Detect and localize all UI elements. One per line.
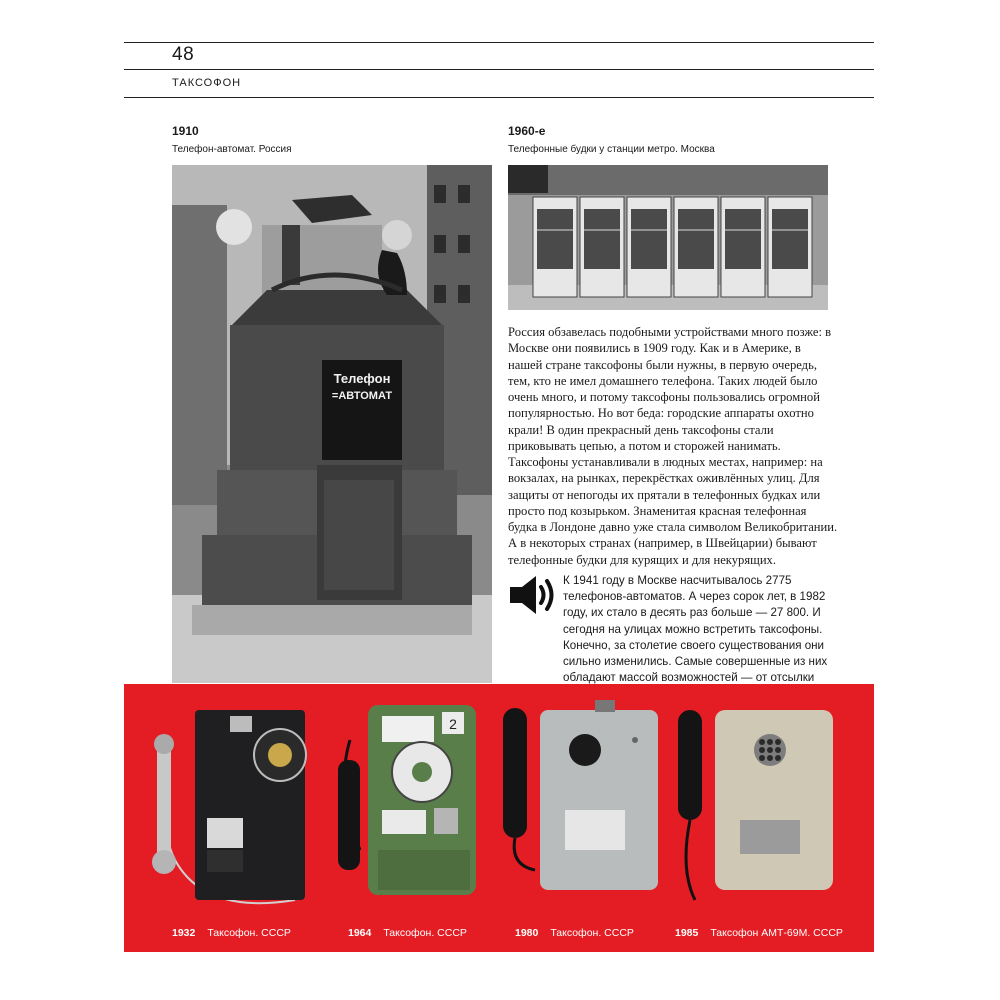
caption-1980-year: 1980 bbox=[515, 927, 539, 939]
header-rule bbox=[124, 69, 874, 70]
caption-1964-label: Таксофон. СССР bbox=[383, 927, 467, 939]
phone-1932-image bbox=[145, 700, 315, 915]
caption-1964 bbox=[348, 927, 467, 939]
page-number: 48 bbox=[172, 44, 195, 65]
photo-1910-phone-booth bbox=[172, 165, 492, 683]
caption-1964-year: 1964 bbox=[348, 927, 372, 939]
caption-1932-label: Таксофон. СССР bbox=[207, 927, 291, 939]
section-title: ТАКСОФОН bbox=[172, 77, 242, 89]
speaker-icon bbox=[508, 573, 558, 617]
caption-1980 bbox=[515, 927, 634, 939]
photo-sign-line1: Телефон bbox=[333, 371, 391, 386]
caption-1980-label: Таксофон. СССР bbox=[550, 927, 634, 939]
caption-1932 bbox=[172, 927, 291, 939]
year-1960s: 1960-е bbox=[508, 124, 546, 138]
paragraph-history: Россия обзавелась подобными устройствами много позже: в Москве они появились в 1909 году. Как и в Америке, в нашей стране таксофоны были нужны, в первую очередь, тем, кто не имел домашнего телефона. Таких людей было очень много, и потому таксофоны пользовались огромной популярностью. Но вот беда: городские аппараты охотно крали! В один прекрасный день таксофоны стали приковывать цепью, а потом и сторожей нанимать. bbox=[508, 325, 832, 454]
caption-1985-label: Таксофон АМТ-69М. СССР bbox=[710, 927, 843, 939]
caption-1960s: Телефонные будки у станции метро. Москва bbox=[508, 144, 715, 155]
dial-number: 2 bbox=[449, 716, 457, 732]
photo-1960s-phone-booths bbox=[508, 165, 828, 310]
caption-1985-year: 1985 bbox=[675, 927, 699, 939]
caption-1910: Телефон-автомат. Россия bbox=[172, 144, 292, 155]
caption-1985 bbox=[675, 927, 843, 939]
caption-1932-year: 1932 bbox=[172, 927, 196, 939]
photo-sign-line2: =АВТОМАТ bbox=[331, 390, 393, 402]
top-rule bbox=[124, 42, 874, 43]
phone-1980-image bbox=[495, 700, 665, 895]
audio-note: К 1941 году в Москве насчитывалось 2775 телефонов-автоматов. А через сорок лет, в 1982 году, их стало в десять раз больше — 27 800. И сегодня на улицах можно встретить таксофоны. Конечно, за столетие своего существования они сильно изменились. Самые совершенные из них обладают массой возможностей — от отсылки bbox=[563, 574, 828, 685]
header-bottom-rule bbox=[124, 97, 874, 98]
phone-1985-image bbox=[670, 700, 840, 905]
year-1910: 1910 bbox=[172, 124, 199, 138]
paragraph-locations: Таксофоны устанавливали в людных местах, например: на вокзалах, на рынках, перекрёстках оживлённых улиц. Для защиты от непогоды их прятали в телефонных будках или просто под козырьком. Знаменитая красная телефонная будка в Лондоне давно уже стала символом Великобритании. А в некоторых странах (например, в Швейцарии) бывают телефонные будки для курящих и для некурящих. bbox=[508, 455, 838, 567]
phone-1964-image bbox=[330, 700, 480, 900]
